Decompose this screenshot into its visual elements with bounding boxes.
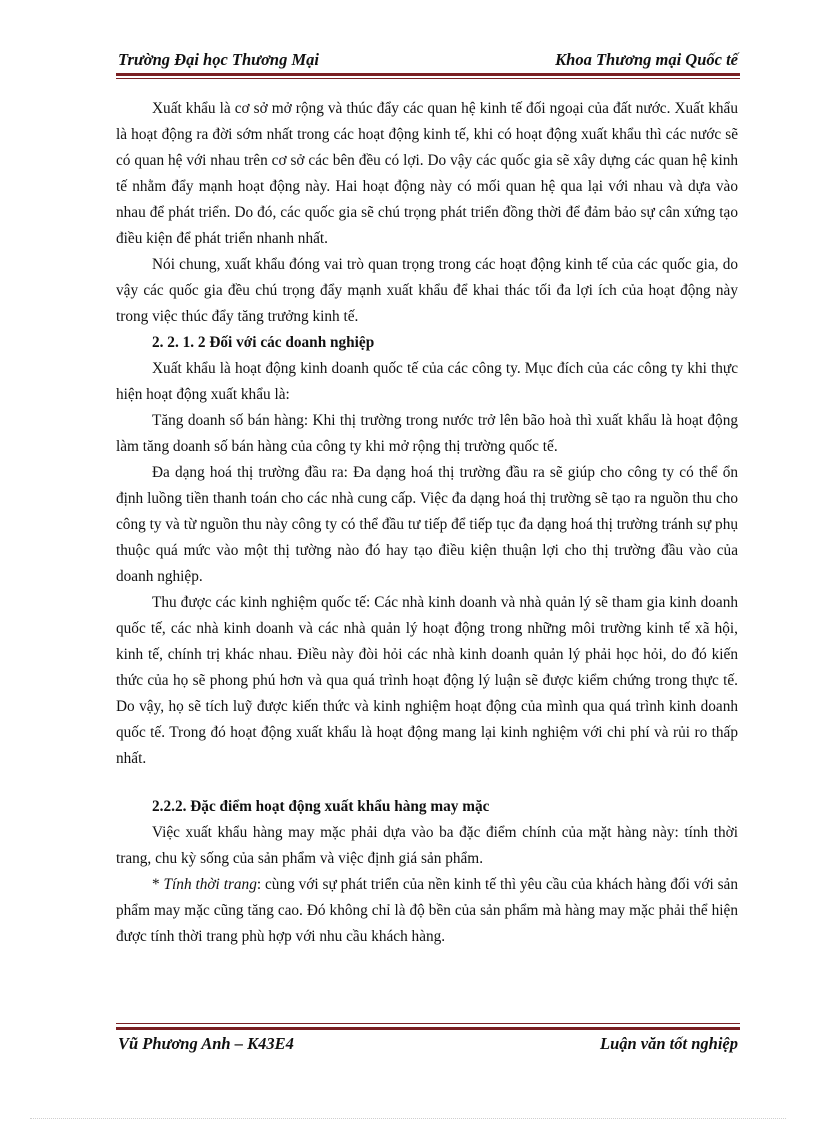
header-rule-thin xyxy=(116,78,740,79)
header-rule-thick xyxy=(116,73,740,76)
paragraph-export-role: Xuất khẩu là cơ sở mở rộng và thúc đẩy các quan hệ kinh tế đối ngoại của đất nước. Xuất khẩu là hoạt động ra đời sớm nhất trong các hoạt động kinh tế, khi có hoạt động xuất khẩu thì các nước sẽ có quan hệ với nhau trên cơ sở các bên đều có lợi. Do vậy các quốc gia sẽ xây dựng các quan hệ kinh tế nhằm đẩy mạnh hoạt động này. Hai hoạt động này có mối quan hệ qua lại với nhau và dựa vào nhau để phát triển. Do đó, các quốc gia sẽ chú trọng phát triển đồng thời để đảm bảo sự cân xứng tạo điều kiện để phát triển nhanh nhất. xyxy=(116,100,738,247)
header-faculty: Khoa Thương mại Quốc tế xyxy=(555,50,738,69)
footer-rule-thin xyxy=(116,1023,740,1024)
paragraph-fashion xyxy=(116,872,738,950)
paragraph-export-summary: Nói chung, xuất khẩu đóng vai trò quan trọng trong các hoạt động kinh tế của các quốc gia, do vậy các quốc gia đều chú trọng đẩy mạnh xuất khẩu để khai thác tối đa lợi ích của hoạt động này trong việc thúc đẩy tăng trưởng kinh tế. xyxy=(116,256,738,325)
paragraph-enterprise-purpose: Xuất khẩu là hoạt động kinh doanh quốc tế của các công ty. Mục đích của các công ty khi thực hiện hoạt động xuất khẩu là: xyxy=(116,360,738,403)
section-heading-enterprises: 2. 2. 1. 2 Đối với các doanh nghiệp xyxy=(152,334,375,351)
paragraph-garment-features: Việc xuất khẩu hàng may mặc phải dựa vào ba đặc điểm chính của mặt hàng này: tính thời trang, chu kỳ sống của sản phẩm và việc định giá sản phẩm. xyxy=(116,824,738,867)
header-university: Trường Đại học Thương Mại xyxy=(118,50,319,69)
footer-doc-type: Luận văn tốt nghiệp xyxy=(600,1034,738,1053)
section-heading-garment-export: 2.2.2. Đặc điểm hoạt động xuất khẩu hàng may mặc xyxy=(152,798,490,815)
footer-author: Vũ Phương Anh – K43E4 xyxy=(118,1034,294,1053)
fashion-description: : cùng với sự phát triển của nền kinh tế thì yêu cầu của khách hàng đối với sản phẩm may mặc cũng tăng cao. Đó không chỉ là độ bền của sản phẩm mà hàng may mặc phải thể hiện được tính thời trang phù hợp với nhu cầu khách hàng. xyxy=(116,876,738,945)
bullet-marker: * xyxy=(152,876,164,893)
page-header xyxy=(116,50,738,70)
paragraph-international-experience: Thu được các kinh nghiệm quốc tế: Các nhà kinh doanh và nhà quản lý sẽ tham gia kinh doanh quốc tế, các nhà kinh doanh và các nhà quản lý hoạt động trong những môi trường kinh tế xã hội, kinh tế, chính trị khác nhau. Điều này đòi hỏi các nhà kinh doanh quản lý phải học hỏi, do đó kiến thức của họ sẽ phong phú hơn và qua quá trình hoạt động lý luận sẽ được kiểm chứng trong thực tế. Do vậy, họ sẽ tích luỹ được kiến thức và kinh nghiệm hoạt động của mình qua quá trình kinh doanh quốc tế. Trong đó hoạt động xuất khẩu là hoạt động mang lại kinh nghiệm với chi phí và rủi ro thấp nhất. xyxy=(116,594,738,767)
page-footer xyxy=(116,1034,738,1056)
paragraph-market-diversification: Đa dạng hoá thị trường đầu ra: Đa dạng hoá thị trường đầu ra sẽ giúp cho công ty có thể ổn định luồng tiền thanh toán cho các nhà cung cấp. Việc đa dạng hoá thị trường sẽ tạo ra nguồn thu cho công ty và từ nguồn thu này công ty có thể đầu tư tiếp để tiếp tục đa dạng hoá thị trường tránh sự phụ thuộc quá mức vào một thị tường nào đó hay tạo điều kiện thuận lợi cho thị trường đầu vào của doanh nghiệp. xyxy=(116,464,738,585)
paragraph-sales-increase: Tăng doanh số bán hàng: Khi thị trường trong nước trở lên bão hoà thì xuất khẩu là hoạt động làm tăng doanh số bán hàng của công ty khi mở rộng thị trường quốc tế. xyxy=(116,412,738,455)
page-body xyxy=(116,96,738,950)
footer-rule-thick xyxy=(116,1027,740,1030)
page-bottom-edge xyxy=(30,1118,786,1119)
term-fashion: Tính thời trang xyxy=(163,876,257,893)
